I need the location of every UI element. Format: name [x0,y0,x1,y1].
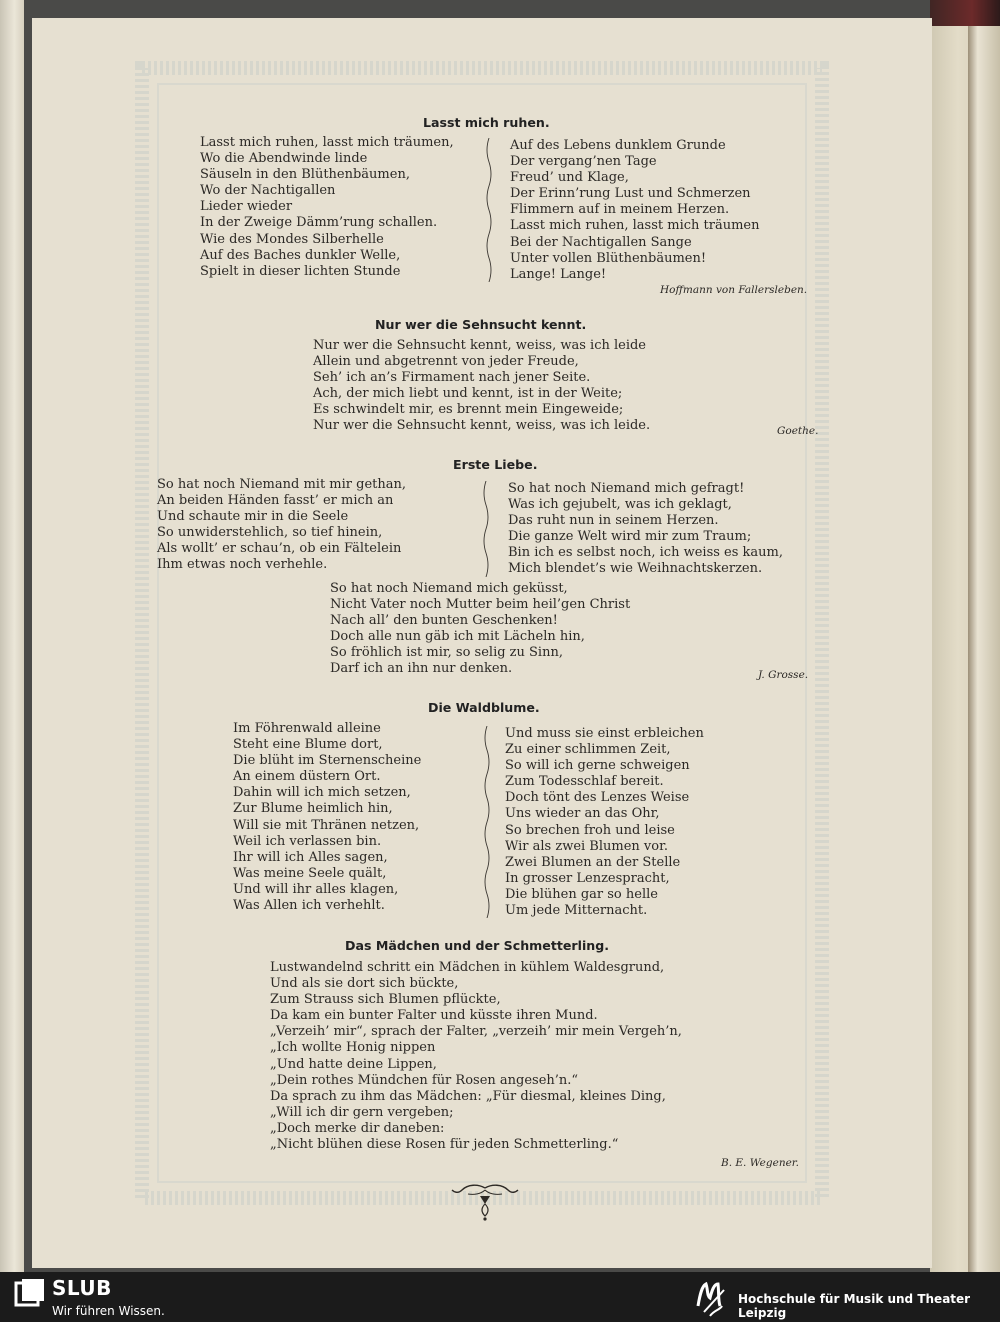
verse-line: Da kam ein bunter Falter und küsste ihren Mund. [270,1008,598,1024]
verse-line: Was Allen ich verhehlt. [233,898,385,914]
verse-line: Die blüht im Sternenscheine [233,753,422,769]
column-divider [482,138,496,282]
verse-line: „Doch merke dir daneben: [270,1120,445,1136]
verse-line: Im Föhrenwald alleine [233,721,381,736]
verse-line: Spielt in dieser lichten Stunde [200,263,401,279]
poem-final-stanza [330,581,630,678]
book-spine [968,0,1000,1272]
verse-line: Lasst mich ruhen, lasst mich träumen [510,218,760,234]
verse-line: Auf des Baches dunkler Welle, [200,247,401,263]
poem-column-left [157,477,406,574]
ornament-icon [450,1182,520,1222]
column-divider [479,481,493,577]
verse-line: Steht eine Blume dort, [233,737,383,753]
poem-title: Lasst mich ruhen. [423,115,550,130]
book-cover-edge [930,0,1000,26]
verse-line: „Verzeih’ mir“, sprach der Falter, „verzeih’ mir mein Vergeh’n, [270,1024,682,1040]
verse-line: An einem düstern Ort. [233,769,381,785]
verse-line: So brechen froh und leise [505,822,675,838]
poem-column-left [233,721,421,914]
verse-line: Zwei Blumen an der Stelle [505,854,681,870]
poem-author: B. E. Wegener. [721,1157,799,1169]
verse-line: Mich blendet’s wie Weihnachtskerzen. [508,561,763,577]
verse-line: Es schwindelt mir, es brennt mein Eingeweide; [313,402,624,418]
verse-line: Wo der Nachtigallen [200,183,336,199]
verse-line: Um jede Mitternacht. [505,903,648,919]
poem-column-right [510,138,759,283]
verse-line: Und schaute mir in die Seele [157,509,349,525]
verse-line: Zum Todesschlaf bereit. [505,774,664,790]
verse-line: Darf ich an ihn nur denken. [330,661,513,677]
verse-line: Lieder wieder [200,199,293,215]
poem-column-right [505,726,704,919]
column-divider [480,726,494,918]
verse-line: Doch tönt des Lenzes Weise [505,790,690,806]
slub-logo-icon [14,1279,44,1309]
poem-author: Goethe. [777,425,819,437]
book-left-edge [0,0,24,1272]
poem-author: J. Grosse. [758,669,809,681]
verse-line: Und will ihr alles klagen, [233,881,399,897]
poem-column-left [200,135,454,280]
poem-body [270,960,682,1153]
verse-line: Ihm etwas noch verhehle. [157,557,328,573]
poem-title: Nur wer die Sehnsucht kennt. [375,317,587,332]
verse-line: Was ich gejubelt, was ich geklagt, [508,497,732,513]
verse-line: Unter vollen Blüthenbäumen! [510,250,707,266]
verse-line: Nur wer die Sehnsucht kennt, weiss, was ich leide [313,338,647,353]
verse-line: In der Zweige Dämm’rung schallen. [200,215,438,231]
verse-line: So fröhlich ist mir, so selig zu Sinn, [330,645,563,661]
verse-line: Wo die Abendwinde linde [200,151,368,167]
verse-line: So hat noch Niemand mich gefragt! [508,481,745,496]
verse-line: So hat noch Niemand mich geküsst, [330,581,568,596]
verse-line: Zum Strauss sich Blumen pflückte, [270,992,501,1008]
verse-line: Und muss sie einst erbleichen [505,726,704,741]
verse-line: Als wollt’ er schau’n, ob ein Fältelein [157,541,402,557]
verse-line: Lustwandelnd schritt ein Mädchen in kühlem Waldesgrund, [270,960,665,975]
verse-line: Lasst mich ruhen, lasst mich träumen, [200,135,454,150]
verse-line: Auf des Lebens dunklem Grunde [510,138,726,153]
verse-line: Wir als zwei Blumen vor. [505,838,669,854]
verse-line: Seh’ ich an’s Firmament nach jener Seite. [313,370,591,386]
verse-line: Und als sie dort sich bückte, [270,976,459,992]
verse-line: In grosser Lenzespracht, [505,870,670,886]
slub-tagline: Wir führen Wissen. [52,1304,165,1318]
verse-line: Die blühen gar so helle [505,886,658,902]
poem-title: Erste Liebe. [453,457,538,472]
verse-line: „Will ich dir gern vergeben; [270,1104,454,1120]
verse-line: Die ganze Welt wird mir zum Traum; [508,529,752,545]
verse-line: Nach all’ den bunten Geschenken! [330,613,558,629]
verse-line: Der vergang’nen Tage [510,154,657,170]
poem-title: Das Mädchen und der Schmetterling. [345,938,610,953]
verse-line: So hat noch Niemand mit mir gethan, [157,477,406,492]
verse-line: „Und hatte deine Lippen, [270,1056,437,1072]
verse-line: Nur wer die Sehnsucht kennt, weiss, was ich leide. [313,418,651,434]
verse-line: Lange! Lange! [510,266,607,282]
verse-line: „Ich wollte Honig nippen [270,1040,436,1056]
poem-author: Hoffmann von Fallersleben. [660,284,808,296]
verse-line: Doch alle nun gäb ich mit Lächeln hin, [330,629,585,645]
slub-name: SLUB [52,1276,112,1300]
verse-line: Bin ich es selbst noch, ich weiss es kaum, [508,545,783,561]
verse-line: „Dein rothes Mündchen für Rosen angeseh’n.“ [270,1072,579,1088]
verse-line: Zu einer schlimmen Zeit, [505,742,671,758]
hmt-logo-icon [690,1276,732,1318]
verse-line: Zur Blume heimlich hin, [233,801,393,817]
verse-line: Dahin will ich mich setzen, [233,785,411,801]
verse-line: Uns wieder an das Ohr, [505,806,660,822]
verse-line: Will sie mit Thränen netzen, [233,817,420,833]
verse-line: Nicht Vater noch Mutter beim heil’gen Christ [330,597,631,613]
verse-line: Da sprach zu ihm das Mädchen: „Für diesmal, kleines Ding, [270,1088,666,1104]
poem-body [313,338,650,435]
verse-line: So will ich gerne schweigen [505,758,690,774]
verse-line: So unwiderstehlich, so tief hinein, [157,525,383,541]
verse-line: Wie des Mondes Silberhelle [200,231,384,247]
verse-line: Weil ich verlassen bin. [233,833,382,849]
verse-line: Freud’ und Klage, [510,170,629,186]
poem-column-right [508,481,783,578]
verse-line: „Nicht blühen diese Rosen für jeden Schmetterling.“ [270,1137,619,1153]
hmt-name: Hochschule für Musik und Theater Leipzig [738,1292,971,1320]
poem-title: Die Waldblume. [428,700,540,715]
verse-line: Allein und abgetrennt von jeder Freude, [313,354,579,370]
verse-line: Was meine Seele quält, [233,865,387,881]
verse-line: Ihr will ich Alles sagen, [233,849,388,865]
verse-line: Säuseln in den Blüthenbäumen, [200,167,410,183]
verse-line: Flimmern auf in meinem Herzen. [510,202,730,218]
verse-line: Bei der Nachtigallen Sange [510,234,692,250]
verse-line: Ach, der mich liebt und kennt, ist in der Weite; [313,386,623,402]
verse-line: Der Erinn’rung Lust und Schmerzen [510,186,751,202]
verse-line: An beiden Händen fasst’ er mich an [157,493,394,509]
verse-line: Das ruht nun in seinem Herzen. [508,513,719,529]
